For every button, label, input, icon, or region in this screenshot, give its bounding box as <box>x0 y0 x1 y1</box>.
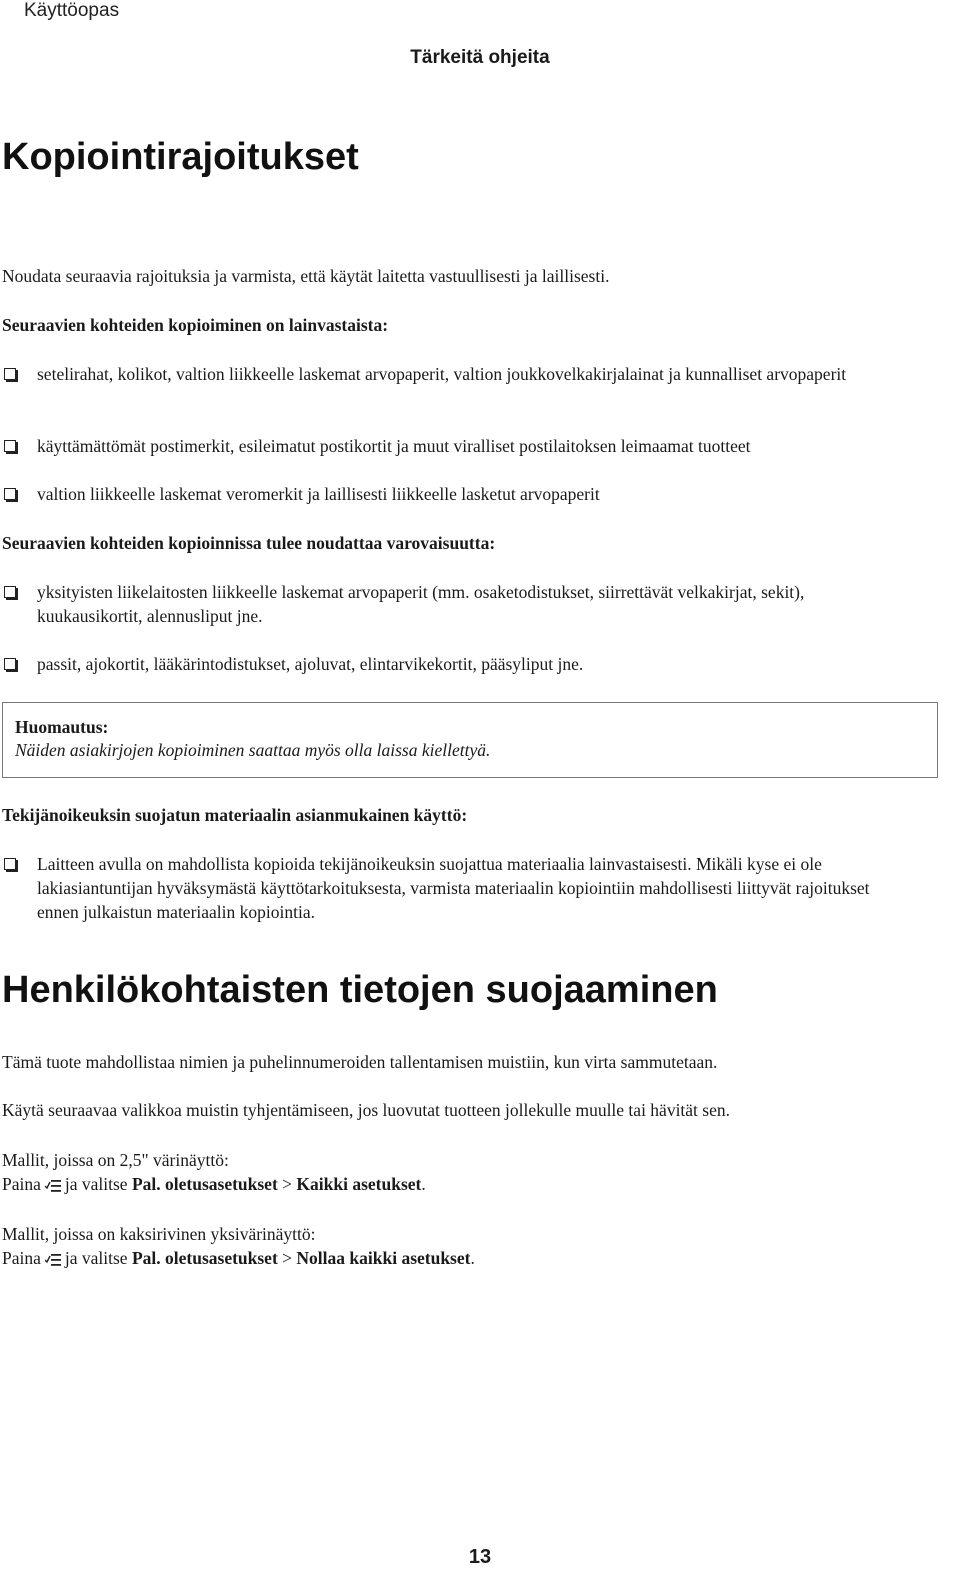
list-item-text: passit, ajokortit, lääkärintodistukset, ajoluvat, elintarvikekortit, pääsyliput jne. <box>37 654 584 674</box>
list-item-text: setelirahat, kolikot, valtion liikkeelle laskemat arvopaperit, valtion joukkovelkakirjalainat ja kunnalliset arvopaperit <box>37 364 847 384</box>
heading-personal-data: Henkilökohtaisten tietojen suojaaminen <box>2 969 718 1011</box>
model1-label: Mallit, joissa on 2,5" värinäyttö: <box>2 1150 229 1170</box>
list-item <box>4 852 904 926</box>
checkbox-bullet-icon <box>4 586 16 598</box>
copyright-heading: Tekijänoikeuksin suojatun materiaalin asianmukainen käyttö: <box>2 805 468 825</box>
personal-paragraph-2: Käytä seuraavaa valikkoa muistin tyhjentämiseen, jos luovutat tuotteen jollekulle muulle tai hävität sen. <box>2 1100 731 1120</box>
list-item <box>4 434 904 460</box>
checkbox-bullet-icon <box>4 488 16 500</box>
list-item <box>4 652 904 678</box>
list-item <box>4 580 904 630</box>
note-title: Huomautus: <box>15 717 109 737</box>
list-item-text: käyttämättömät postimerkit, esileimatut postikortit ja muut viralliset postilaitoksen leimaamat tuotteet <box>37 436 751 456</box>
checkbox-bullet-icon <box>4 368 16 380</box>
list-item-text: valtion liikkeelle laskemat veromerkit ja laillisesti liikkeelle lasketut arvopaperit <box>37 484 600 504</box>
menu-path-item: Pal. oletusasetukset <box>131 1248 278 1268</box>
checkbox-bullet-icon <box>4 658 16 670</box>
menu-check-icon <box>45 1253 61 1267</box>
select-text: ja valitse <box>64 1174 128 1194</box>
checkbox-bullet-icon <box>4 858 16 870</box>
menu-check-icon <box>45 1179 61 1193</box>
sentence-end: . <box>421 1174 426 1194</box>
list-item-text: yksityisten liikelaitosten liikkeelle laskemat arvopaperit (mm. osaketodistukset, siirrettävät velkakirjat, sekit), kuukausikortit, alennusliput jne. <box>37 582 805 626</box>
manual-title: Käyttöopas <box>24 0 120 21</box>
menu-path-item: Nollaa kaikki asetukset <box>296 1248 471 1268</box>
section-title: Tärkeitä ohjeita <box>410 47 550 68</box>
note-box <box>2 702 938 778</box>
press-text: Paina <box>2 1248 41 1268</box>
caution-heading: Seuraavien kohteiden kopioinnissa tulee noudattaa varovaisuutta: <box>2 533 496 553</box>
sentence-end: . <box>470 1248 475 1268</box>
personal-paragraph-1: Tämä tuote mahdollistaa nimien ja puhelinnumeroiden tallentamisen muistiin, kun virta sammutetaan. <box>2 1052 718 1072</box>
list-item <box>4 482 904 508</box>
page-number: 13 <box>468 1546 492 1568</box>
illegal-heading: Seuraavien kohteiden kopioiminen on lainvastaista: <box>2 315 389 335</box>
menu-separator: > <box>282 1248 293 1268</box>
model2-label: Mallit, joissa on kaksirivinen yksivärinäyttö: <box>2 1224 316 1244</box>
heading-copy-restrictions: Kopiointirajoitukset <box>2 136 359 178</box>
note-text: Näiden asiakirjojen kopioiminen saattaa myös olla laissa kiellettyä. <box>15 740 491 760</box>
select-text: ja valitse <box>64 1248 128 1268</box>
list-item <box>4 362 904 412</box>
menu-path-item: Kaikki asetukset <box>296 1174 422 1194</box>
model2-instruction <box>2 1246 475 1270</box>
model1-instruction <box>2 1172 426 1196</box>
intro-paragraph: Noudata seuraavia rajoituksia ja varmista, että käytät laitetta vastuullisesti ja laillisesti. <box>2 266 610 286</box>
checkbox-bullet-icon <box>4 440 16 452</box>
menu-separator: > <box>282 1174 293 1194</box>
menu-path-item: Pal. oletusasetukset <box>131 1174 278 1194</box>
list-item-text: Laitteen avulla on mahdollista kopioida tekijänoikeuksin suojattua materiaalia lainvastaisesti. Mikäli kyse ei ole lakiasiantuntijan hyväksymästä käyttötarkoituksesta, varmista materiaalin kopiointiin mahdollisesti liittyvät rajoitukset ennen julkaistun materiaalin kopiointia. <box>37 854 870 922</box>
press-text: Paina <box>2 1174 41 1194</box>
